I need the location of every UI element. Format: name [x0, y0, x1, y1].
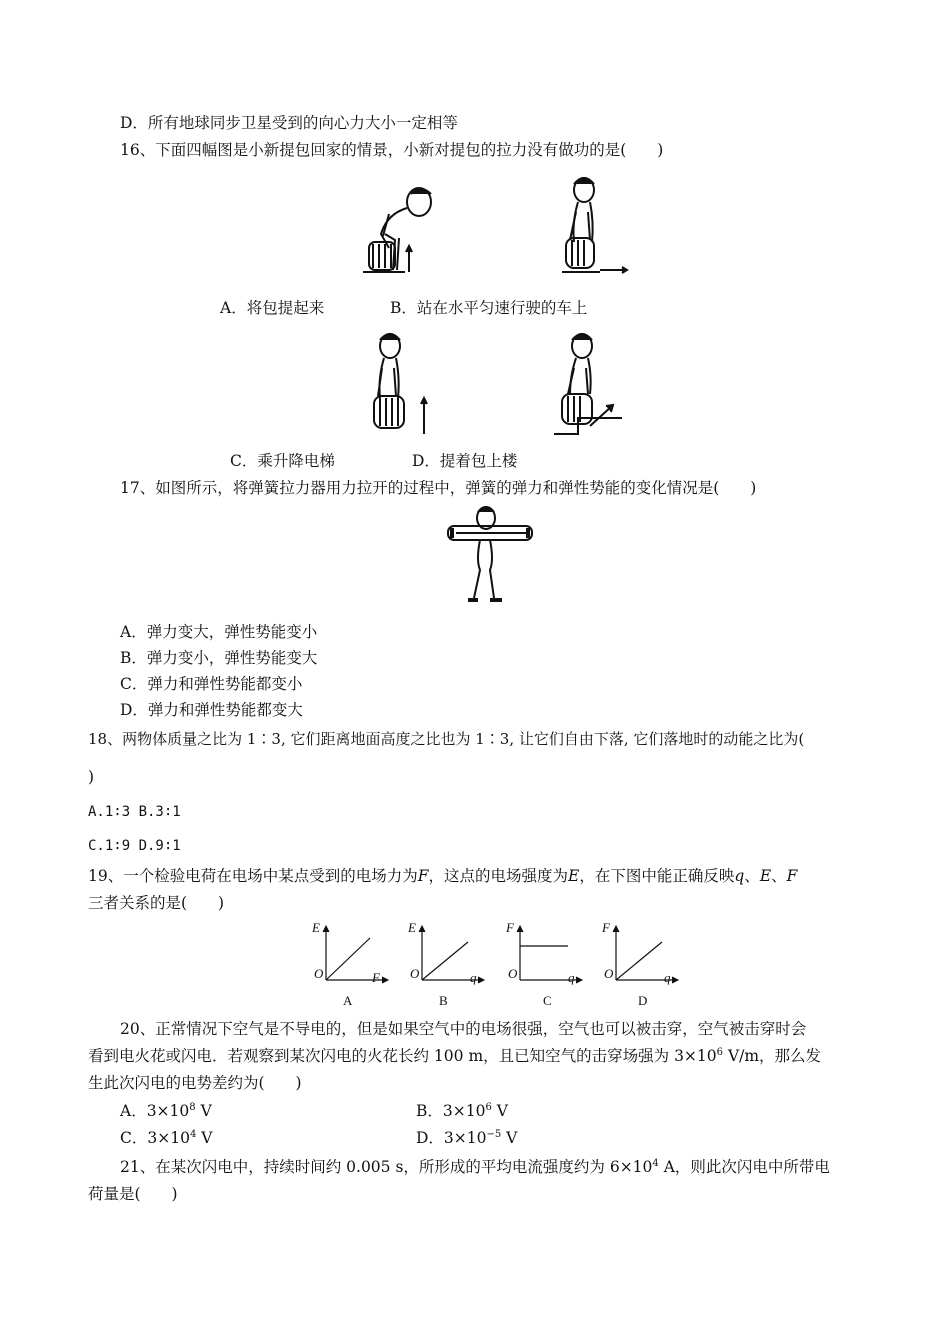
q20-option-a: A．$3\times 10^8$ V — [120, 1101, 212, 1120]
q21-stem-line1: 21、在某次闪电中，持续时间约 0.005 s，所形成的平均电流强度约为 $6\times 10^4$ A，则此次闪电中所带电 — [120, 1157, 830, 1176]
graph-d-y-label: F — [602, 920, 610, 935]
graph-b-x-label: q — [470, 970, 477, 985]
q20-option-c: C．$3\times 10^4$ V — [120, 1128, 213, 1147]
q17-stem: 17、如图所示，将弹簧拉力器用力拉开的过程中，弹簧的弹力和弹性势能的变化情况是( ) — [120, 479, 757, 497]
graph-d-label: D — [638, 993, 648, 1008]
q17-option-a: A．弹力变大，弹性势能变小 — [120, 623, 318, 641]
q17-option-d: D．弹力和弹性势能都变大 — [120, 701, 303, 719]
graph-b — [408, 920, 488, 988]
graph-a-label: A — [343, 993, 353, 1008]
q20-stem-line1: 20、正常情况下空气是不导电的，但是如果空气中的电场很强，空气也可以被击穿，空气被击穿时会 — [120, 1020, 807, 1038]
graph-d-x-label: q — [664, 970, 671, 985]
figure-lift-bag — [355, 172, 445, 284]
q20-stem-line3: 生此次闪电的电势差约为( ) — [88, 1074, 302, 1092]
figure-spring-expander — [446, 504, 536, 608]
q19-stem-line1: 19、一个检验电荷在电场中某点受到的电场力为F，这点的电场强度为E，在下图中能正确反映q、E、F — [88, 867, 798, 885]
q15-option-d: D．所有地球同步卫星受到的向心力大小一定相等 — [120, 114, 458, 132]
q18-options-line1: A.1∶3 B.3∶1 — [88, 804, 181, 820]
graph-c-origin: O — [508, 966, 518, 981]
graph-b-y-label: E — [408, 920, 416, 935]
graph-c-y-label: F — [506, 920, 514, 935]
graph-d-origin: O — [604, 966, 614, 981]
graph-c-label: C — [543, 993, 552, 1008]
graph-a-x-label: F — [372, 970, 380, 985]
graph-c — [506, 920, 586, 988]
q16-option-b: B．站在水平匀速行驶的车上 — [390, 299, 588, 317]
graph-a-axes — [312, 920, 392, 988]
q21-stem-line2: 荷量是( ) — [88, 1185, 178, 1203]
q17-option-c: C．弹力和弹性势能都变小 — [120, 675, 303, 693]
graph-b-origin: O — [410, 966, 420, 981]
q18-stem-line2: ) — [88, 768, 95, 786]
q16-option-d: D．提着包上楼 — [412, 452, 518, 470]
q17-option-b: B．弹力变小，弹性势能变大 — [120, 649, 318, 667]
graph-a — [312, 920, 392, 988]
q19-stem-line2: 三者关系的是( ) — [88, 894, 225, 912]
figure-carry-upstairs — [550, 330, 630, 442]
q20-option-b: B．$3\times 10^6$ V — [416, 1101, 508, 1120]
figure-stand-on-car — [552, 172, 632, 284]
graph-a-origin: O — [314, 966, 324, 981]
q20-stem-line2: 看到电火花或闪电．若观察到某次闪电的火花长约 100 m，且已知空气的击穿场强为 $3\times 10^6$ V/m，那么发 — [88, 1046, 822, 1065]
q16-stem: 16、下面四幅图是小新提包回家的情景，小新对提包的拉力没有做功的是( ) — [120, 141, 664, 159]
q16-option-a: A．将包提起来 — [220, 299, 325, 317]
q20-option-d: D．$3\times 10^{-5}$ V — [416, 1128, 518, 1147]
q16-option-c: C．乘升降电梯 — [230, 452, 335, 470]
graph-b-label: B — [439, 993, 448, 1008]
graph-c-x-label: q — [568, 970, 575, 985]
graph-a-y-label: E — [312, 920, 320, 935]
q18-options-line2: C.1∶9 D.9∶1 — [88, 838, 181, 854]
figure-elevator — [360, 330, 440, 442]
graph-d — [602, 920, 682, 988]
q18-stem-line1: 18、两物体质量之比为 1∶3, 它们距离地面高度之比也为 1∶3, 让它们自由下落, 它们落地时的动能之比为( — [88, 730, 805, 748]
